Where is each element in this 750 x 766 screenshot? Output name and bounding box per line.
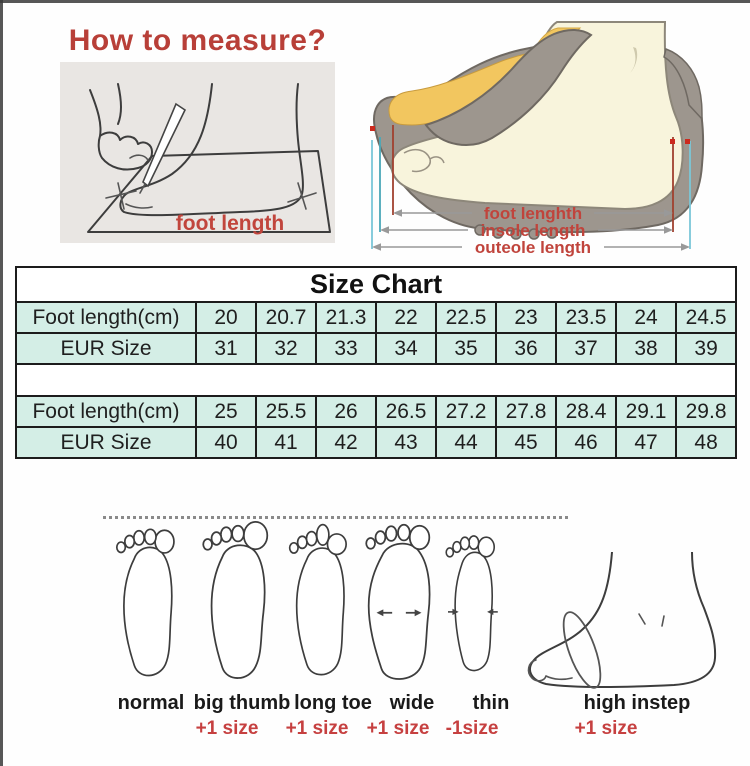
outsole-length-dim-label: outeole length — [474, 238, 592, 257]
size-cell: 34 — [376, 333, 436, 364]
size-cell: 25 — [196, 396, 256, 427]
size-cell: 26.5 — [376, 396, 436, 427]
size-cell: 24 — [616, 302, 676, 333]
hand-with-pen-icon — [90, 84, 152, 170]
table-spacer — [16, 364, 736, 396]
size-cell: 47 — [616, 427, 676, 458]
size-chart-table — [15, 266, 737, 459]
size-cell: 27.8 — [496, 396, 556, 427]
size-cell: 40 — [196, 427, 256, 458]
size-cell: 31 — [196, 333, 256, 364]
table-title-row — [16, 267, 736, 302]
size-chart-title: Size Chart — [16, 267, 736, 302]
table-row-foot-length-1 — [16, 302, 736, 333]
size-cell: 22 — [376, 302, 436, 333]
table-row-eur-size-1 — [16, 333, 736, 364]
table-row-foot-length-2 — [16, 396, 736, 427]
size-cell: 45 — [496, 427, 556, 458]
size-cell: 27.2 — [436, 396, 496, 427]
size-cell: 24.5 — [676, 302, 736, 333]
size-cell: 20 — [196, 302, 256, 333]
foot-type-label-wide: wide — [389, 692, 435, 714]
size-cell: 37 — [556, 333, 616, 364]
measure-illustration — [60, 62, 335, 243]
footprint-thin-illustration — [432, 518, 512, 688]
thumb-line — [130, 155, 148, 160]
footprint-normal-illustration — [105, 518, 190, 688]
foot-length-label: foot length — [175, 212, 285, 235]
high-instep-illustration — [523, 552, 750, 692]
insole-length-dim-label: insole length — [480, 221, 586, 240]
size-cell: 29.1 — [616, 396, 676, 427]
foot-type-label-long-toe: long toe — [294, 692, 372, 714]
size-adjustment-thin: -1size — [445, 718, 499, 739]
image-edge-top — [0, 0, 750, 3]
footprint-wide-illustration — [355, 518, 443, 688]
side-foot-outline — [530, 552, 715, 687]
row-header: EUR Size — [16, 427, 196, 458]
size-cell: 35 — [436, 333, 496, 364]
toe-detail — [126, 204, 152, 208]
foot-type-label-normal: normal — [117, 692, 185, 714]
how-to-measure-title: How to measure? — [68, 24, 327, 57]
size-cell: 39 — [676, 333, 736, 364]
size-cell: 32 — [256, 333, 316, 364]
size-cell: 20.7 — [256, 302, 316, 333]
size-cell: 38 — [616, 333, 676, 364]
size-cell: 44 — [436, 427, 496, 458]
table-row-eur-size-2 — [16, 427, 736, 458]
size-cell: 36 — [496, 333, 556, 364]
size-cell: 28.4 — [556, 396, 616, 427]
shoe-diagram-art — [370, 5, 750, 260]
size-adjustment-high-instep: +1 size — [574, 718, 638, 739]
size-cell: 48 — [676, 427, 736, 458]
size-adjustment-long-toe: +1 size — [285, 718, 349, 739]
row-header: EUR Size — [16, 333, 196, 364]
ankle-creases — [639, 614, 664, 626]
size-cell: 23.5 — [556, 302, 616, 333]
row-header: Foot length(cm) — [16, 302, 196, 333]
size-cell: 23 — [496, 302, 556, 333]
big-toe-detail — [529, 660, 572, 681]
size-cell: 43 — [376, 427, 436, 458]
table-spacer-row — [16, 364, 736, 396]
shoe-cross-section-illustration — [370, 5, 750, 260]
size-cell: 42 — [316, 427, 376, 458]
size-cell: 22.5 — [436, 302, 496, 333]
size-cell: 21.3 — [316, 302, 376, 333]
footprint-big-thumb-illustration — [192, 518, 280, 688]
foot-type-label-high-instep: high instep — [583, 692, 691, 714]
image-edge-left — [0, 0, 3, 766]
size-adjustment-wide: +1 size — [366, 718, 430, 739]
foot-type-label-big-thumb: big thumb — [193, 692, 291, 714]
size-cell: 26 — [316, 396, 376, 427]
size-cell: 41 — [256, 427, 316, 458]
size-cell: 29.8 — [676, 396, 736, 427]
size-cell: 33 — [316, 333, 376, 364]
size-cell: 46 — [556, 427, 616, 458]
row-header: Foot length(cm) — [16, 396, 196, 427]
size-cell: 25.5 — [256, 396, 316, 427]
foot-length-dim-label: foot lenghth — [483, 204, 583, 223]
footprint-long-toe-illustration — [278, 518, 362, 688]
size-adjustment-big-thumb: +1 size — [195, 718, 259, 739]
foot-outline — [120, 84, 303, 215]
foot-type-label-thin: thin — [472, 692, 510, 714]
